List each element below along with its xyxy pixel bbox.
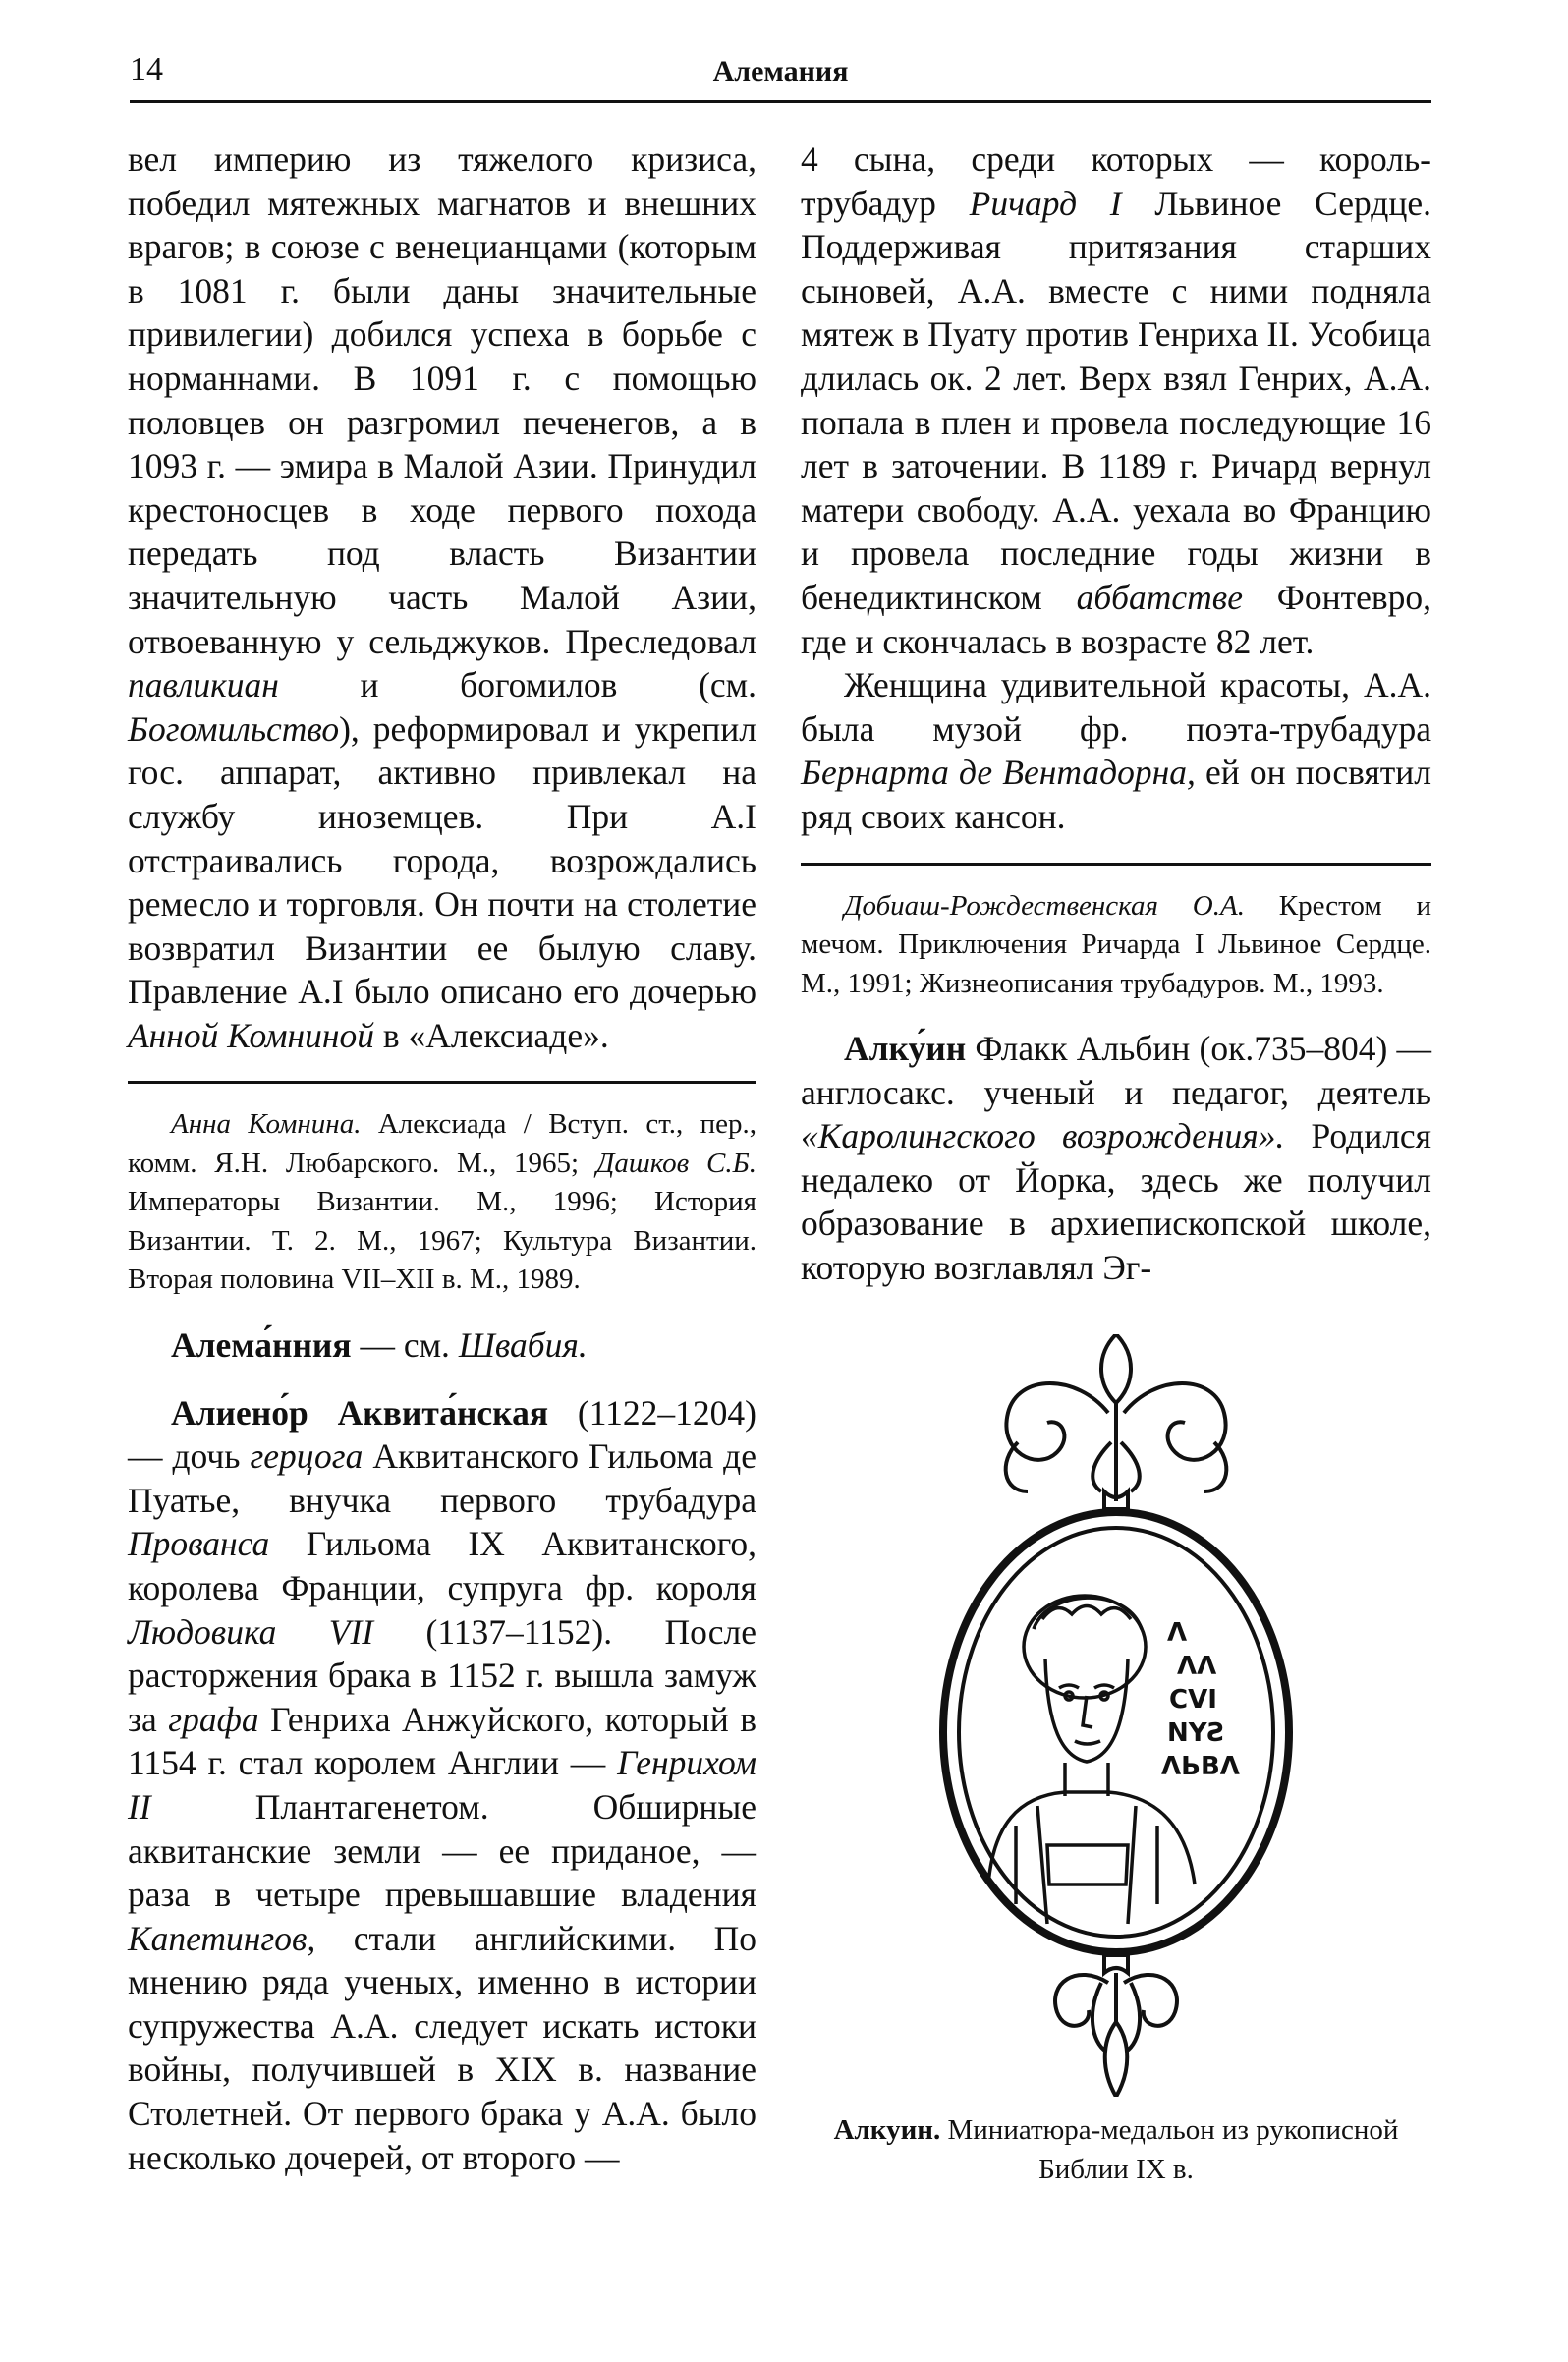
inscription-line: Λ (1167, 1618, 1188, 1648)
bibliography-alienor: Добиаш-Рождественская О.А. Крестом и мечом. Приключения Ричарда I Львиное Сердце. М., 1991; Жизнеописания трубадуров. М., 1993. (801, 889, 1432, 999)
left-column (128, 138, 756, 2179)
alexios-paragraph: вел империю из тяжелого кризиса, победил мятежных магнатов и внешних врагов; в союзе с венецианцами (которым в 1081 г. были даны значительные привилегии) добился успеха в борьбе с норманнами. В 1091 г. с помощью половцев он разгромил печенегов, а в 1093 г. — эмира в Малой Азии. Принудил крестоносцев в ходе первого похода передать под власть Византии значительную часть Малой Азии, отвоеванную у сельджуков. Преследовал павликиан и богомилов (см. Богомильство), реформировал и укрепил гос. аппарат, активно привлекал на службу иноземцев. При А.I отстраивались города, возрождались ремесло и торговля. Он почти на столетие возвратил Византии ее былую славу. Правление А.I было описано его дочерью Анной Комниной в «Алексиаде». (128, 140, 756, 1055)
bottom-ornament (1055, 1955, 1177, 2097)
entry-alemannia: Алема́нния — см. Швабия. (171, 1324, 588, 1365)
page-number: 14 (130, 51, 163, 87)
page-header (130, 49, 1431, 103)
cross-reference: павликиан (128, 665, 279, 705)
headword: Алема́нния (171, 1324, 352, 1365)
cross-reference: Анной Комниной (128, 1015, 375, 1055)
headword: Алку́ин (844, 1029, 967, 1068)
inscription-line: ϹVI (1169, 1685, 1217, 1715)
inscription-line: ΛЬΒΛ (1161, 1752, 1240, 1781)
medallion-inscription (1161, 1618, 1240, 1781)
cross-reference: Богомильство (128, 708, 340, 749)
top-ornament (1006, 1334, 1227, 1509)
inscription-line: ΛΛ (1177, 1652, 1217, 1681)
headword: Алиено́р Аквита́нская (171, 1392, 549, 1433)
alcuin-figure (801, 1334, 1431, 2189)
running-title: Алемания (712, 55, 849, 87)
entry-alienor: Алиено́р Аквита́нская (1122–1204) — дочь герцога Аквитанского Гильома де Пуатье, внучка первого трубадура Прованса Гильома IX Аквитанского, королева Франции, супруга фр. короля Людовика VII (1137–1152). После расторжения брака в 1152 г. вышла замуж за графа Генриха Анжуйского, который в 1154 г. стал королем Англии — Генрихом II Плантагенетом. Обширные аквитанские земли — ее приданое, — раза в четыре превышавшие владения Капетингов, стали английскими. По мнению ряда ученых, именно в истории супружества А.А. следует искать истоки войны, получившей в XIX в. название Столетней. От первого брака у А.А. было несколько дочерей, от второго — (128, 1392, 756, 2177)
entry-alcuin: Алку́ин Флакк Альбин (ок.735–804) — англосакс. ученый и педагог, деятель «Каролингского возрождения». Родился недалеко от Йорка, здесь же получил образование в архиепископской школе, которую возглавлял Эг- (801, 1029, 1432, 1287)
right-column (801, 138, 1431, 1290)
section-divider (801, 863, 1431, 866)
cross-reference: Швабия. (458, 1324, 588, 1365)
alienor-paragraph-2: Женщина удивительной красоты, А.А. была музой фр. поэта-трубадура Бернарта де Вентадорна, ей он посвятил ряд своих кансон. (801, 665, 1431, 836)
figure-caption: Алкуин. Миниатюра-медальон из рукописной Библии IX в. (833, 2114, 1399, 2185)
alienor-continued: 4 сына, среди которых — король-трубадур Ричард I Львиное Сердце. Поддерживая притязания старших сыновей, А.А. вместе с ними подняла мятеж в Пуату против Генриха II. Усобица длилась ок. 2 лет. Верх взял Генрих, А.А. попала в плен и провела последующие 16 лет в заточении. В 1189 г. Ричард вернул матери свободу. А.А. уехала во Францию и провела последние годы жизни в бенедиктинском аббатстве Фонтевро, где и скончалась в возрасте 82 лет. (801, 140, 1431, 661)
inscription-line: NYƧ (1167, 1718, 1226, 1748)
bibliography-alexios: Анна Комнина. Алексиада / Вступ. ст., пер., комм. Я.Н. Любарского. М., 1965; Дашков С.Б. Императоры Византии. М., 1996; История Византии. Т. 2. М., 1967; Культура Византии. Вторая половина VII–XII в. М., 1989. (128, 1108, 756, 1296)
alcuin-medallion-illustration (900, 1334, 1332, 2097)
section-divider (128, 1081, 756, 1084)
